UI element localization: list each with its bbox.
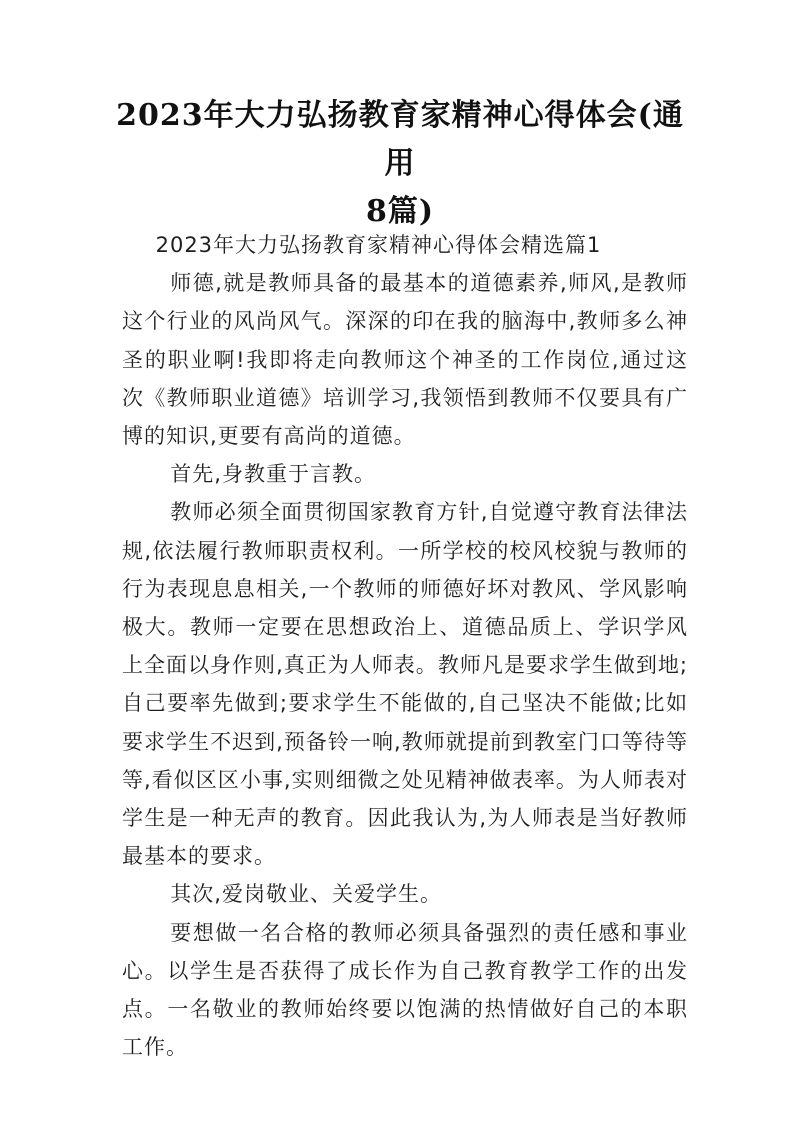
paragraph-4: 其次,爱岗敬业、关爱学生。 bbox=[170, 882, 442, 907]
paragraph-5: 要想做一名合格的教师必须具备强烈的责任感和事业心。以学生是否获得了成长作为自己教育教学工作的出发点。一名敬业的教师始终要以饱满的热情做好自己的本职工作。 bbox=[122, 920, 688, 1060]
paragraph-3: 教师必须全面贯彻国家教育方针,自觉遵守教育法律法规,依法履行教师职责权利。一所学校的校风校貌与教师的行为表现息息相关,一个教师的师德好坏对教风、学风影响极大。教师一定要在思想政治上、道德品质上、学识学风上全面以身作则,真正为人师表。教师凡是要求学生做到地;自己要率先做到;要求学生不能做的,自己坚决不能做;比如要求学生不迟到,预备铃一响,教师就提前到教室门口等待等等,看似区区小事,实则细微之处见精神做表率。为人师表对学生是一种无声的教育。因此我认为,为人师表是当好教师最基本的要求。 bbox=[122, 500, 688, 869]
section-subtitle: 2023年大力弘扬教育家精神心得体会精选篇1 bbox=[155, 233, 602, 257]
paragraph-2: 首先,身教重于言教。 bbox=[170, 462, 376, 487]
document-title-line-2: 8篇) bbox=[365, 194, 435, 229]
document-title bbox=[110, 92, 690, 236]
document-body bbox=[122, 226, 688, 1066]
document-title-line-1: 2023年大力弘扬教育家精神心得体会(通用 bbox=[116, 98, 684, 181]
paragraph-1: 师德,就是教师具备的最基本的道德素养,师风,是教师这个行业的风尚风气。深深的印在我的脑海中,教师多么神圣的职业啊!我即将走向教师这个神圣的工作岗位,通过这次《教师职业道德》培训学习,我领悟到教师不仅要具有广博的知识,更要有高尚的道德。 bbox=[122, 271, 688, 449]
